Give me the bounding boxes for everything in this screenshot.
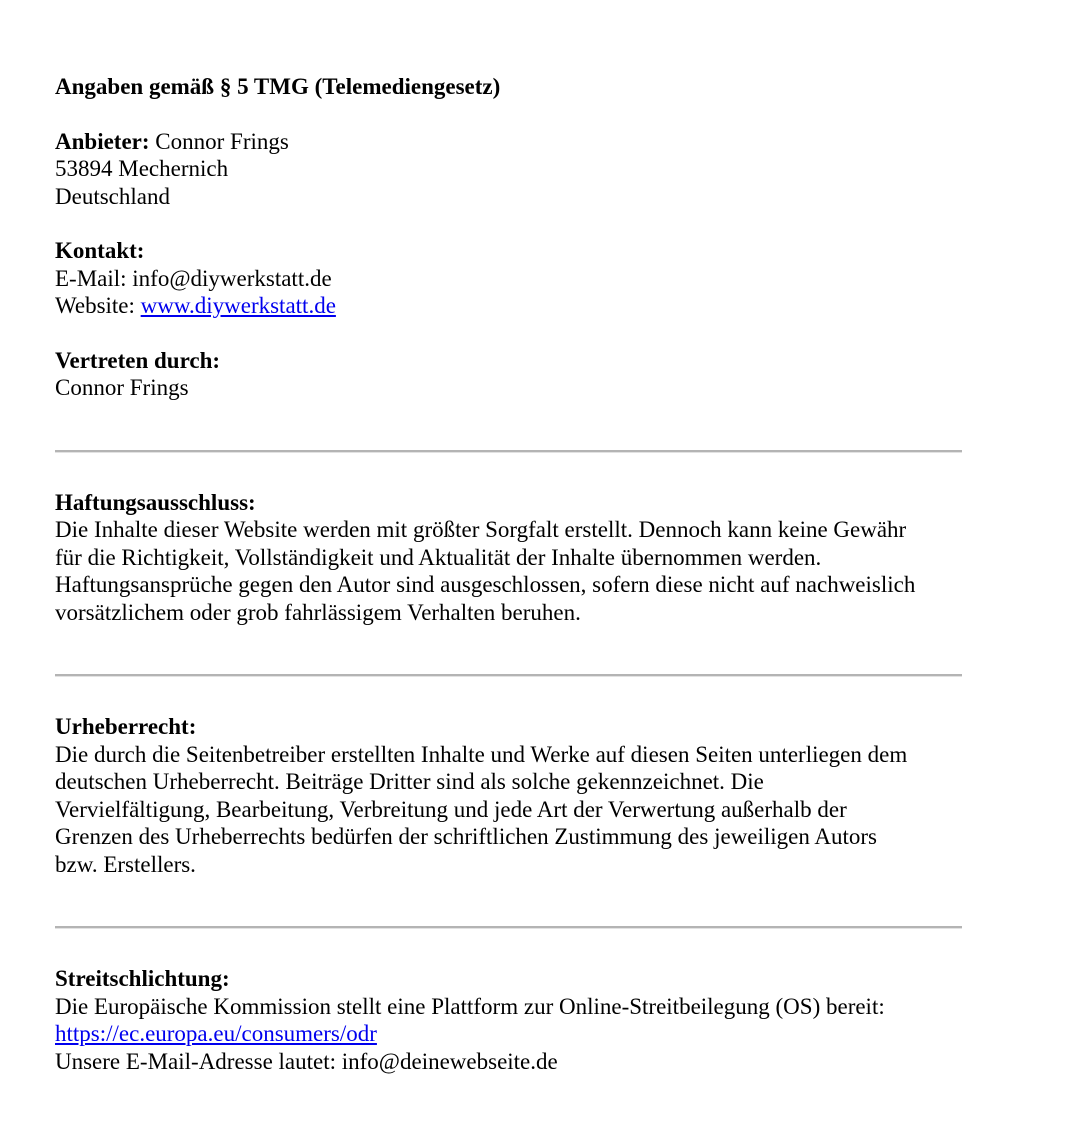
liability-text-line: für die Richtigkeit, Vollständigkeit und Aktualität der Inhalte übernommen werden. (55, 544, 822, 570)
dispute-email: Unsere E-Mail-Adresse lautet: info@deinewebseite.de (55, 1048, 558, 1074)
provider-section (55, 128, 962, 211)
contact-section (55, 237, 962, 320)
copyright-text-line: bzw. Erstellers. (55, 851, 196, 877)
dispute-intro: Die Europäische Kommission stellt eine Plattform zur Online-Streitbeilegung (OS) bereit: (55, 993, 885, 1019)
liability-label: Haftungsausschluss: (55, 489, 256, 515)
liability-section (55, 489, 962, 627)
copyright-text-line: Grenzen des Urheberrechts bedürfen der schriftlichen Zustimmung des jeweiligen Autors (55, 824, 877, 849)
odr-link[interactable]: https://ec.europa.eu/consumers/odr (55, 1021, 377, 1046)
contact-email: E-Mail: info@diywerkstatt.de (55, 265, 332, 291)
provider-country: Deutschland (55, 183, 170, 209)
dispute-section (55, 965, 962, 1075)
contact-label: Kontakt: (55, 238, 145, 263)
website-prefix: Website: (55, 293, 141, 318)
imprint-page (55, 73, 962, 1075)
website-link[interactable]: www.diywerkstatt.de (140, 293, 336, 318)
liability-text-line: Haftungsansprüche gegen den Autor sind ausgeschlossen, sofern diese nicht auf nachweislich (55, 572, 916, 597)
provider-name: Connor Frings (155, 128, 289, 154)
provider-city: 53894 Mechernich (55, 156, 229, 181)
dispute-label: Streitschlichtung: (55, 966, 230, 991)
copyright-label: Urheberrecht: (55, 714, 197, 739)
copyright-text-line: Vervielfältigung, Bearbeitung, Verbreitung und jede Art der Verwertung außerhalb der (55, 796, 847, 822)
represented-section (55, 347, 962, 402)
imprint-section (55, 73, 962, 101)
page-heading: Angaben gemäß § 5 TMG (Telemediengesetz) (55, 74, 501, 99)
represented-name: Connor Frings (55, 375, 189, 400)
copyright-text-line: Die durch die Seitenbetreiber erstellten Inhalte und Werke auf diesen Seiten unterliegen dem (55, 741, 908, 767)
liability-text-line: vorsätzlichem oder grob fahrlässigem Verhalten beruhen. (55, 599, 581, 625)
represented-label: Vertreten durch: (55, 347, 221, 373)
copyright-section (55, 713, 962, 878)
provider-label: Anbieter: (55, 128, 150, 154)
liability-text-line: Die Inhalte dieser Website werden mit größter Sorgfalt erstellt. Dennoch kann keine Gewähr (55, 517, 907, 542)
copyright-text-line: deutschen Urheberrecht. Beiträge Dritter sind als solche gekennzeichnet. Die (55, 769, 764, 794)
